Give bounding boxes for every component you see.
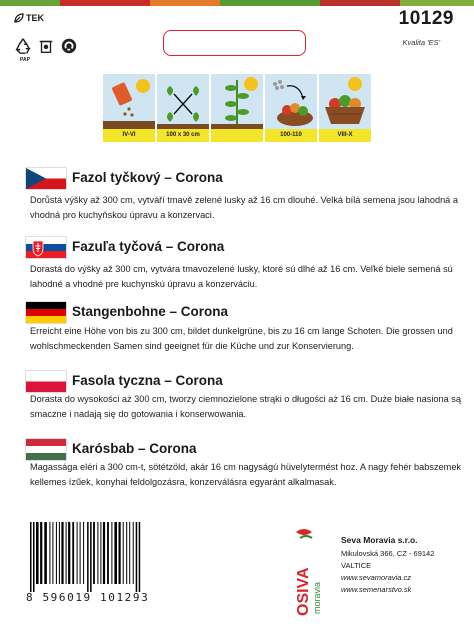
step-days-to-harvest [265,74,317,142]
company-address: Mikulovská 366, CZ - 69142 [341,549,435,558]
step-label: 100-110 [265,129,317,142]
section-title: Stangenbohne – Corona [72,304,229,319]
section-description: Dorůstá výšky až 300 cm, vytváří tmavě zelené lusky až 16 cm dlouhé. Velká bílá semena jsou lahodná a vhodná pro kuchyňskou úpravu a konzervaci. [30,195,458,220]
step-label: VIII-X [319,129,371,142]
tek-label: TEK [26,13,44,23]
osiva-moravia-logo [290,526,324,618]
harvest-basket-icon [319,74,371,129]
section-description: Magassága eléri a 300 cm-t, sötétzöld, akár 16 cm nagyságú hüvelytermést hoz. A nagy fehér babszemek kellemes ízűek, konyhai feldolgozásra, konzerválásra egyaránt alkalmasak. [30,462,462,487]
quality-label: Kvalita 'ES' [402,38,440,47]
spacing-icon [157,74,209,129]
band-segment [220,0,320,6]
days-to-harvest-icon [265,74,317,129]
green-dot-icon [60,37,78,55]
band-segment [400,0,474,6]
section-description: Erreicht eine Höhe von bis zu 300 cm, bildet dunkelgrüne, bis zu 16 cm lange Schoten. Die grossen und wohlschmeckenden Samen sind geeignet für die Küche und zur Konservierung. [30,326,453,351]
section-description: Dorasta do wysokości aż 300 cm, tworzy ciemnozielone strąki o długości aż 16 cm. Duże białe nasiona są smaczne i nadają się do gotowania i konserwowania. [30,394,461,419]
barcode-number: 8 596019 101293 [26,591,150,604]
top-vegetable-band [0,0,474,6]
band-segment [320,0,400,6]
lot-number-box [163,30,306,56]
step-label: IV-VI [103,129,155,142]
leaf-icon [14,13,24,23]
band-segment [0,0,60,6]
step-harvest [319,74,371,142]
company-name: Seva Moravia s.r.o. [341,535,418,545]
step-label [211,129,263,142]
recycle-label: PAP [20,57,30,63]
section-title: Fasola tyczna – Corona [72,373,223,388]
bin-disposal-icon [37,37,55,55]
logo-subtext: moravia [312,581,322,614]
product-number: 10129 [398,8,454,29]
company-city: VALTICE [341,561,372,570]
czech-flag-icon [26,168,66,189]
band-segment [60,0,150,6]
recycling-symbols [14,37,78,55]
growth-icon [211,74,263,129]
band-segment [150,0,220,6]
step-label: 100 x 30 cm [157,129,209,142]
website-link[interactable]: www.semenarstvo.sk [341,585,412,594]
section-description: Dorastá do výšky až 300 cm, vytvára tmavozelené lusky, ktoré sú dlhé až 16 cm. Veľké biele semená sú lahodné a vhodné pre kuchynskú úpravu a konzerváciu. [30,264,453,289]
step-spacing [157,74,209,142]
company-info [341,534,434,596]
german-flag-icon [26,302,66,323]
step-growth [211,74,263,142]
step-sowing [103,74,155,142]
polish-flag-icon [26,371,66,392]
cultivation-steps [103,74,371,142]
ean-barcode [26,522,186,604]
slovak-flag-icon [26,237,66,258]
barcode-bars [26,522,186,592]
hungarian-flag-icon [26,439,66,460]
recycle-icon [14,37,32,55]
section-title: Fazol tyčkový – Corona [72,170,223,185]
tek-certification [14,13,44,23]
sowing-icon [103,74,155,129]
logo-text: OSIVA [295,567,312,616]
section-title: Karósbab – Corona [72,441,197,456]
section-title: Fazuľa tyčová – Corona [72,239,225,254]
website-link[interactable]: www.sevamoravia.cz [341,573,412,582]
